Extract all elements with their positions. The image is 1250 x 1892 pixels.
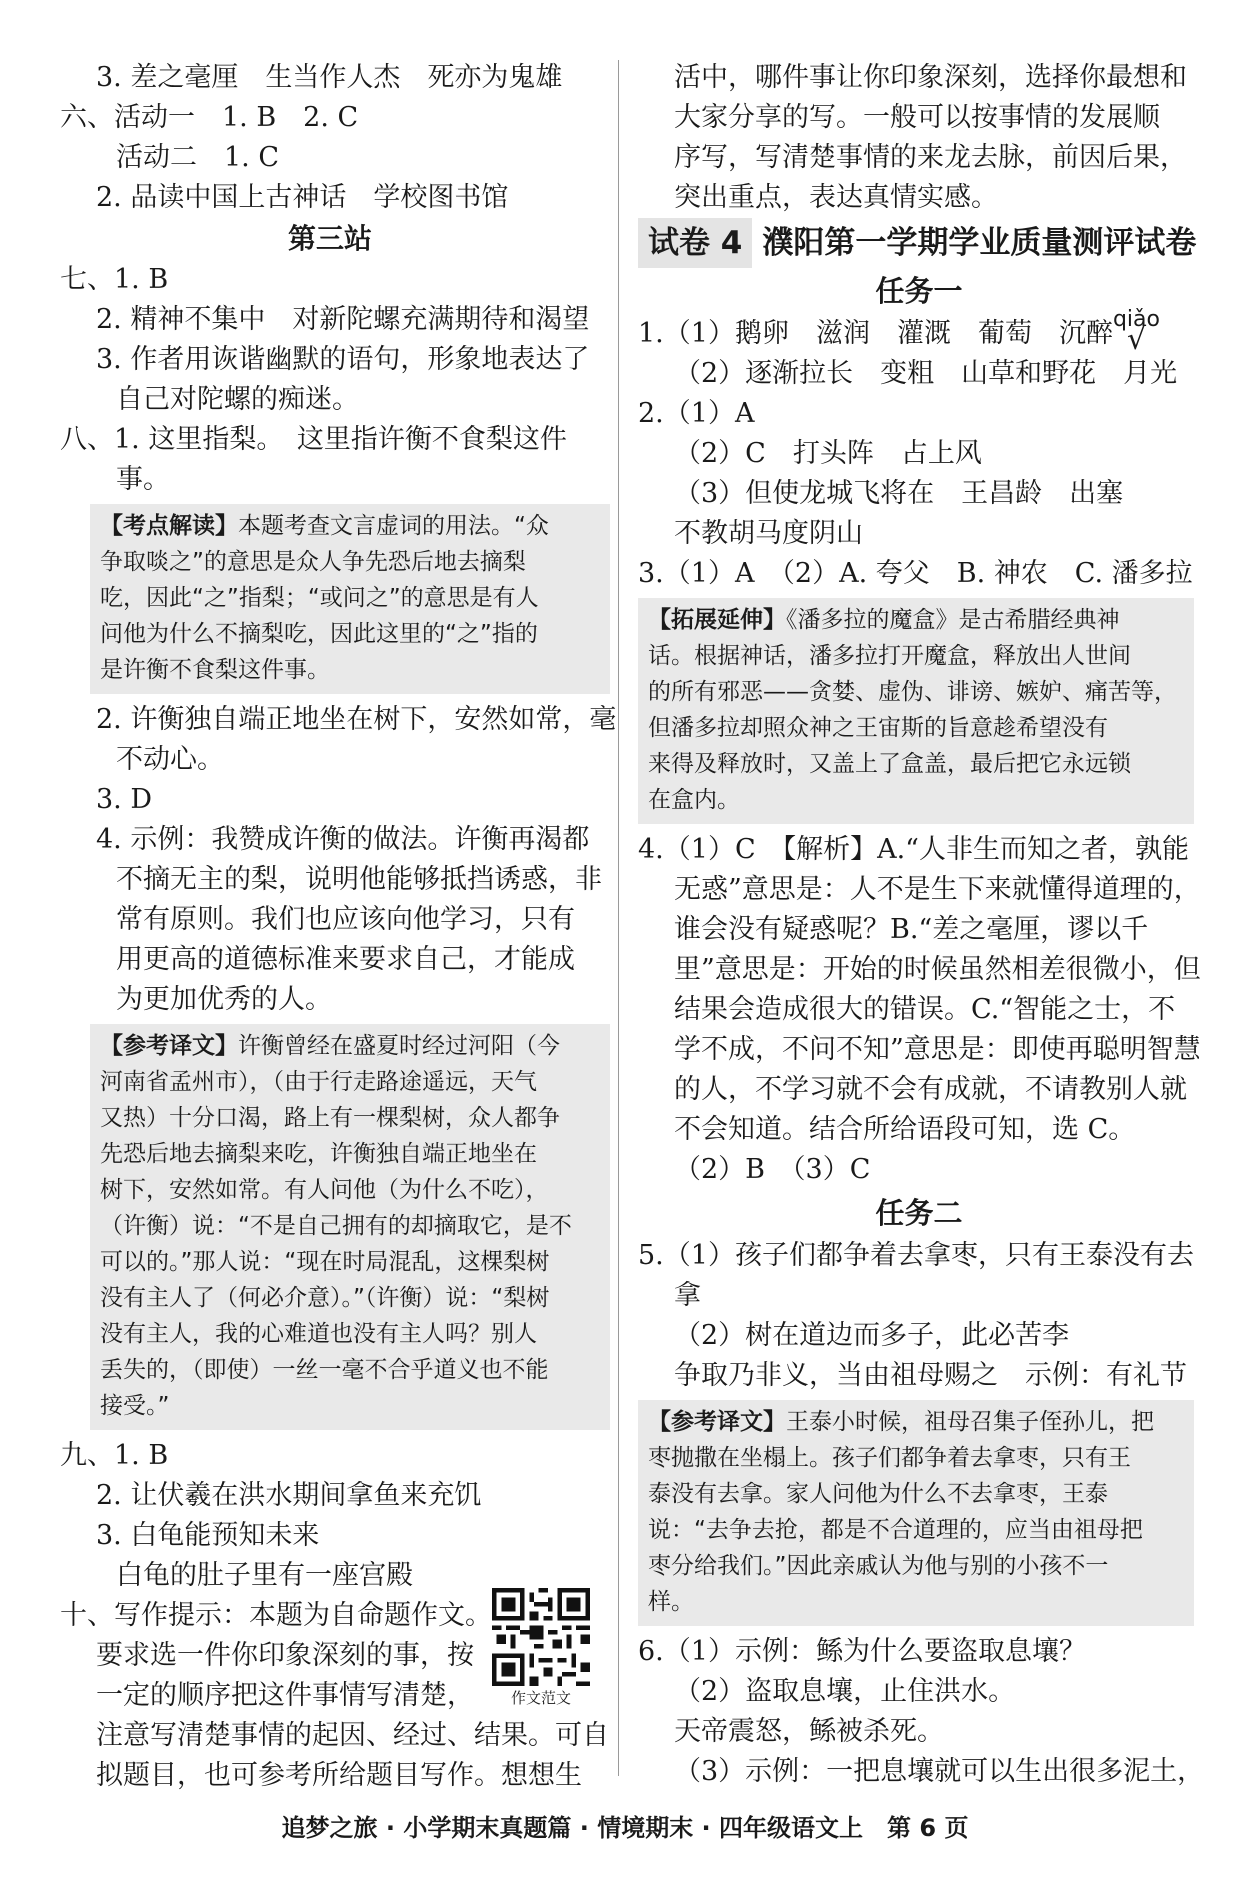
answer-line (638, 307, 1200, 357)
answer-text: 4.（1）C 【解析】A.“人非生而知之者，孰能 (638, 834, 1189, 865)
answer-line (60, 1476, 600, 1516)
answer-text: 2. 品读中国上古神话 学校图书馆 (96, 182, 509, 213)
answer-text: 结果会造成很大的错误。C.“智能之士，不 (674, 994, 1176, 1025)
answer-text: 2.（1）A (638, 398, 755, 429)
answer-line (638, 1356, 1200, 1396)
answer-text: 白龟的肚子里有一座宫殿 (116, 1560, 413, 1591)
answer-line (60, 820, 600, 860)
explanation-text: 是许衡不食梨这件事。 (100, 657, 330, 683)
column-divider (618, 60, 619, 1776)
explanation-text: 样。 (648, 1589, 694, 1615)
answer-text: 2. 许衡独自端正地坐在树下，安然如常，毫 (96, 704, 617, 735)
answer-text: 的人，不学习就不会有成就，不请教别人就 (674, 1074, 1187, 1105)
answer-line (638, 178, 1200, 218)
explanation-line (100, 1064, 600, 1100)
answer-line (60, 700, 617, 740)
answer-text: 不摘无主的梨，说明他能够抵挡诱惑，非 (116, 864, 602, 895)
answer-text: 天帝震怒，鲧被杀死。 (674, 1716, 944, 1747)
answer-line (638, 990, 1200, 1030)
explanation-text: （许衡）说：“不是自己拥有的却摘取它，是不 (100, 1213, 572, 1239)
answer-line (638, 58, 1200, 98)
explanation-text: 本题考查文言虚词的用法。“众 (238, 513, 549, 539)
answer-text: 序写，写清楚事情的来龙去脉，前因后果， (674, 142, 1187, 173)
explanation-line (100, 580, 600, 616)
answer-line (60, 340, 600, 380)
answer-text: 活动二 1. C (116, 142, 280, 173)
answer-text: 3. 作者用诙谐幽默的语句，形象地表达了 (96, 344, 590, 375)
answer-line (60, 980, 600, 1020)
explanation-line (648, 1584, 1184, 1620)
answer-text: 3. D (96, 784, 152, 815)
explanation-text: 问他为什么不摘梨吃，因此这里的“之”指的 (100, 621, 538, 647)
answer-text: 5.（1）孩子们都争着去拿枣，只有王泰没有去 (638, 1240, 1194, 1271)
answer-line (60, 460, 600, 500)
explanation-text: 《潘多拉的魔盒》是古希腊经典神 (786, 607, 1120, 633)
explanation-line (100, 652, 600, 688)
answer-text: 谁会没有疑惑呢？B.“差之毫厘，谬以千 (674, 914, 1149, 945)
answer-text: （2）B （3）C (674, 1154, 871, 1185)
answer-line (638, 1150, 1200, 1190)
explanation-line (648, 674, 1184, 710)
answer-line (60, 740, 600, 780)
answer-text: 十、写作提示：本题为自命题作文。 (60, 1600, 492, 1631)
explanation-tag: 【拓展延伸】 (648, 607, 786, 633)
handwritten-correction (1112, 307, 1173, 357)
answer-text: 不会知道。结合所给语段可知，选 C。 (674, 1114, 1136, 1145)
explanation-line (100, 1388, 600, 1424)
explanation-text: 的所有邪恶——贪婪、虚伪、诽谤、嫉妒、痛苦等， (648, 679, 1177, 705)
answer-line (638, 514, 1200, 554)
answer-line (638, 1110, 1200, 1150)
answer-text: 3.（1）A （2）A. 夸父 B. 神农 C. 潘多拉 (638, 558, 1193, 589)
left-column (60, 58, 617, 1796)
explanation-text: 但潘多拉却照众神之王宙斯的旨意趁希望没有 (648, 715, 1108, 741)
answer-line (638, 1752, 1205, 1792)
explanation-text: 争取啖之”的意思是众人争先恐后地去摘梨 (100, 549, 526, 575)
answer-line (60, 300, 600, 340)
answer-text: 2. 精神不集中 对新陀螺充满期待和渴望 (96, 304, 590, 335)
explanation-text: 树下，安然如常。有人问他（为什么不吃）， (100, 1177, 549, 1203)
answer-text: 注意写清楚事情的起因、经过、结果。可自 (96, 1720, 609, 1751)
explanation-line (648, 710, 1184, 746)
explanation-tag: 【参考译文】 (100, 1033, 238, 1059)
answer-line (638, 1070, 1200, 1110)
answer-line (60, 260, 600, 300)
explanation-box (638, 1400, 1194, 1626)
answer-text: 里”意思是：开始的时候虽然相差很微小，但 (674, 954, 1201, 985)
answer-line (638, 554, 1200, 594)
explanation-tag: 【参考译文】 (648, 1409, 786, 1435)
answer-text: 争取乃非义，当由祖母赐之 示例：有礼节 (674, 1360, 1187, 1391)
answer-line (638, 138, 1200, 178)
answer-line (638, 1276, 1200, 1316)
answer-text: 要求选一件你印象深刻的事，按 (96, 1640, 474, 1671)
answer-line (638, 434, 1200, 474)
answer-line (60, 860, 600, 900)
answer-line (60, 98, 600, 138)
answer-text: 六、活动一 1. B 2. C (60, 102, 359, 133)
explanation-text: 又热）十分口渴，路上有一棵梨树，众人都争 (100, 1105, 560, 1131)
answer-text: （2）逐渐拉长 变粗 山草和野花 月光 (674, 358, 1178, 389)
explanation-line (648, 782, 1184, 818)
answer-line (638, 1632, 1200, 1672)
explanation-tag: 【考点解读】 (100, 513, 238, 539)
answer-text: 大家分享的写。一般可以按事情的发展顺 (674, 102, 1160, 133)
answer-line (638, 474, 1200, 514)
answer-line (60, 420, 600, 460)
explanation-text: 泰没有去拿。家人问他为什么不去拿枣，王泰 (648, 1481, 1108, 1507)
answer-line (60, 900, 600, 940)
explanation-line (100, 1100, 600, 1136)
paper-title: 濮阳第一学期学业质量测评试卷 (762, 225, 1197, 261)
explanation-text: 来得及释放时，又盖上了盒盖，最后把它永远锁 (648, 751, 1131, 777)
explanation-line (100, 544, 600, 580)
explanation-text: 枣抛撒在坐榻上。孩子们都争着去拿枣，只有王 (648, 1445, 1131, 1471)
answer-line (638, 394, 1200, 434)
answer-text: 突出重点，表达真情实感。 (674, 182, 998, 213)
answer-text: 学不成，不问不知”意思是：即使再聪明智慧 (674, 1034, 1201, 1065)
answer-line (638, 1672, 1200, 1712)
answer-line (638, 1316, 1200, 1356)
explanation-line (100, 1316, 600, 1352)
explanation-line (100, 1136, 600, 1172)
answer-text: 一定的顺序把这件事情写清楚， (96, 1680, 474, 1711)
explanation-text: 丢失的，（即使）一丝一毫不合乎道义也不能 (100, 1357, 549, 1383)
page-footer: 追梦之旅 · 小学期末真题篇 · 情境期末 · 四年级语文上 第 6 页 (281, 1814, 969, 1842)
explanation-text: 吃，因此“之”指梨；“或问之”的意思是有人 (100, 585, 539, 611)
explanation-line (100, 1280, 600, 1316)
check-mark-icon: √ (1126, 322, 1147, 357)
answer-text: 八、1. 这里指梨。 这里指许衡不食梨这件 (60, 424, 567, 455)
answer-line (638, 1712, 1200, 1752)
pinyin-annotation: qiǎo (1112, 307, 1160, 332)
explanation-line (648, 1404, 1184, 1440)
answer-line (638, 1236, 1200, 1276)
answer-text: 拟题目，也可参考所给题目写作。想想生 (96, 1760, 582, 1791)
qr-code-icon[interactable] (492, 1588, 590, 1686)
explanation-text: 先恐后地去摘梨来吃，许衡独自端正地坐在 (100, 1141, 537, 1167)
answer-text: 七、1. B (60, 264, 169, 295)
explanation-text: 说：“去争去抢，都是不合道理的，应当由祖母把 (648, 1517, 1143, 1543)
explanation-line (100, 508, 600, 544)
task-title: 任务二 (875, 1196, 963, 1230)
explanation-line (100, 1208, 600, 1244)
answer-line (638, 950, 1200, 990)
answer-text: 1.（1）鹅卵 滋润 灌溉 葡萄 沉醉 (638, 318, 1113, 349)
answer-line (60, 1516, 600, 1556)
explanation-line (100, 1028, 600, 1064)
explanation-line (648, 1548, 1184, 1584)
explanation-line (648, 1440, 1184, 1476)
explanation-text: 枣分给我们。”因此亲戚认为他与别的小孩不一 (648, 1553, 1109, 1579)
explanation-box (638, 598, 1194, 824)
answer-line (60, 178, 600, 218)
explanation-line (100, 616, 600, 652)
task-title: 任务一 (875, 274, 963, 308)
explanation-text: 王泰小时候，祖母召集子侄孙儿，把 (786, 1409, 1154, 1435)
explanation-text: 接受。” (100, 1393, 170, 1419)
answer-line (60, 780, 600, 820)
answer-text: 九、1. B (60, 1440, 169, 1471)
explanation-text: 话。根据神话，潘多拉打开魔盒，释放出人世间 (648, 643, 1131, 669)
answer-text: （2）C 打头阵 占上风 (674, 438, 982, 469)
answer-text: 自己对陀螺的痴迷。 (116, 384, 359, 415)
explanation-text: 河南省孟州市），（由于行走路途遥远，天气 (100, 1069, 537, 1095)
answer-line (60, 940, 600, 980)
answer-text: 4. 示例：我赞成许衡的做法。许衡再渴都 (96, 824, 590, 855)
right-column (638, 58, 1205, 1792)
answer-text: （3）但使龙城飞将在 王昌龄 出塞 (674, 478, 1124, 509)
explanation-line (100, 1244, 600, 1280)
explanation-line (100, 1172, 600, 1208)
explanation-line (648, 602, 1184, 638)
answer-line (638, 870, 1200, 910)
answer-line (638, 830, 1200, 870)
answer-text: 3. 差之毫厘 生当作人杰 死亦为鬼雄 (96, 62, 563, 93)
explanation-box (90, 1024, 610, 1430)
answer-line (638, 98, 1200, 138)
explanation-text: 许衡曾经在盛夏时经过河阳（今 (238, 1033, 560, 1059)
answer-line (60, 58, 600, 98)
answer-text: 为更加优秀的人。 (116, 984, 332, 1015)
answer-text: （2）树在道边而多子，此必苦李 (674, 1320, 1070, 1351)
explanation-text: 没有主人了（何必介意）。”（许衡）说：“梨树 (100, 1285, 550, 1311)
answer-line (60, 1756, 600, 1796)
answer-line (60, 1716, 609, 1756)
explanation-line (100, 1352, 600, 1388)
paper-heading (638, 218, 1200, 268)
explanation-box (90, 504, 610, 694)
explanation-line (648, 746, 1184, 782)
answer-text: 无惑”意思是：人不是生下来就懂得道理的， (674, 874, 1201, 905)
answer-line (60, 380, 600, 420)
answer-text: 活中，哪件事让你印象深刻，选择你最想和 (674, 62, 1187, 93)
answer-text: 常有原则。我们也应该向他学习，只有 (116, 904, 575, 935)
answer-text: 拿 (674, 1280, 701, 1311)
paper-number-badge: 试卷 4 (638, 218, 752, 268)
explanation-line (648, 638, 1184, 674)
qr-code-label: 作文范文 (510, 1689, 571, 1707)
answer-text: 事。 (116, 464, 170, 495)
explanation-text: 可以的。”那人说：“现在时局混乱，这棵梨树 (100, 1249, 550, 1275)
answer-line (60, 138, 600, 178)
explanation-text: 没有主人，我的心难道也没有主人吗？别人 (100, 1321, 537, 1347)
answer-text: （2）盗取息壤，止住洪水。 (674, 1676, 1016, 1707)
answer-text: 用更高的道德标准来要求自己，才能成 (116, 944, 575, 975)
explanation-line (648, 1512, 1184, 1548)
section-station-title: 第三站 (287, 222, 372, 255)
answer-line (60, 1436, 600, 1476)
answer-line (638, 910, 1200, 950)
answer-text: 3. 白龟能预知未来 (96, 1520, 320, 1551)
answer-text: 2. 让伏羲在洪水期间拿鱼来充饥 (96, 1480, 482, 1511)
answer-text: 不教胡马度阴山 (674, 518, 863, 549)
answer-text: 不动心。 (116, 744, 224, 775)
answer-line (638, 1030, 1200, 1070)
answer-text: （3）示例：一把息壤就可以生出很多泥土， (674, 1756, 1205, 1787)
answer-line (638, 354, 1200, 394)
explanation-line (648, 1476, 1184, 1512)
explanation-text: 在盒内。 (648, 787, 740, 813)
answer-text: 6.（1）示例：鲧为什么要盗取息壤？ (638, 1636, 1086, 1667)
